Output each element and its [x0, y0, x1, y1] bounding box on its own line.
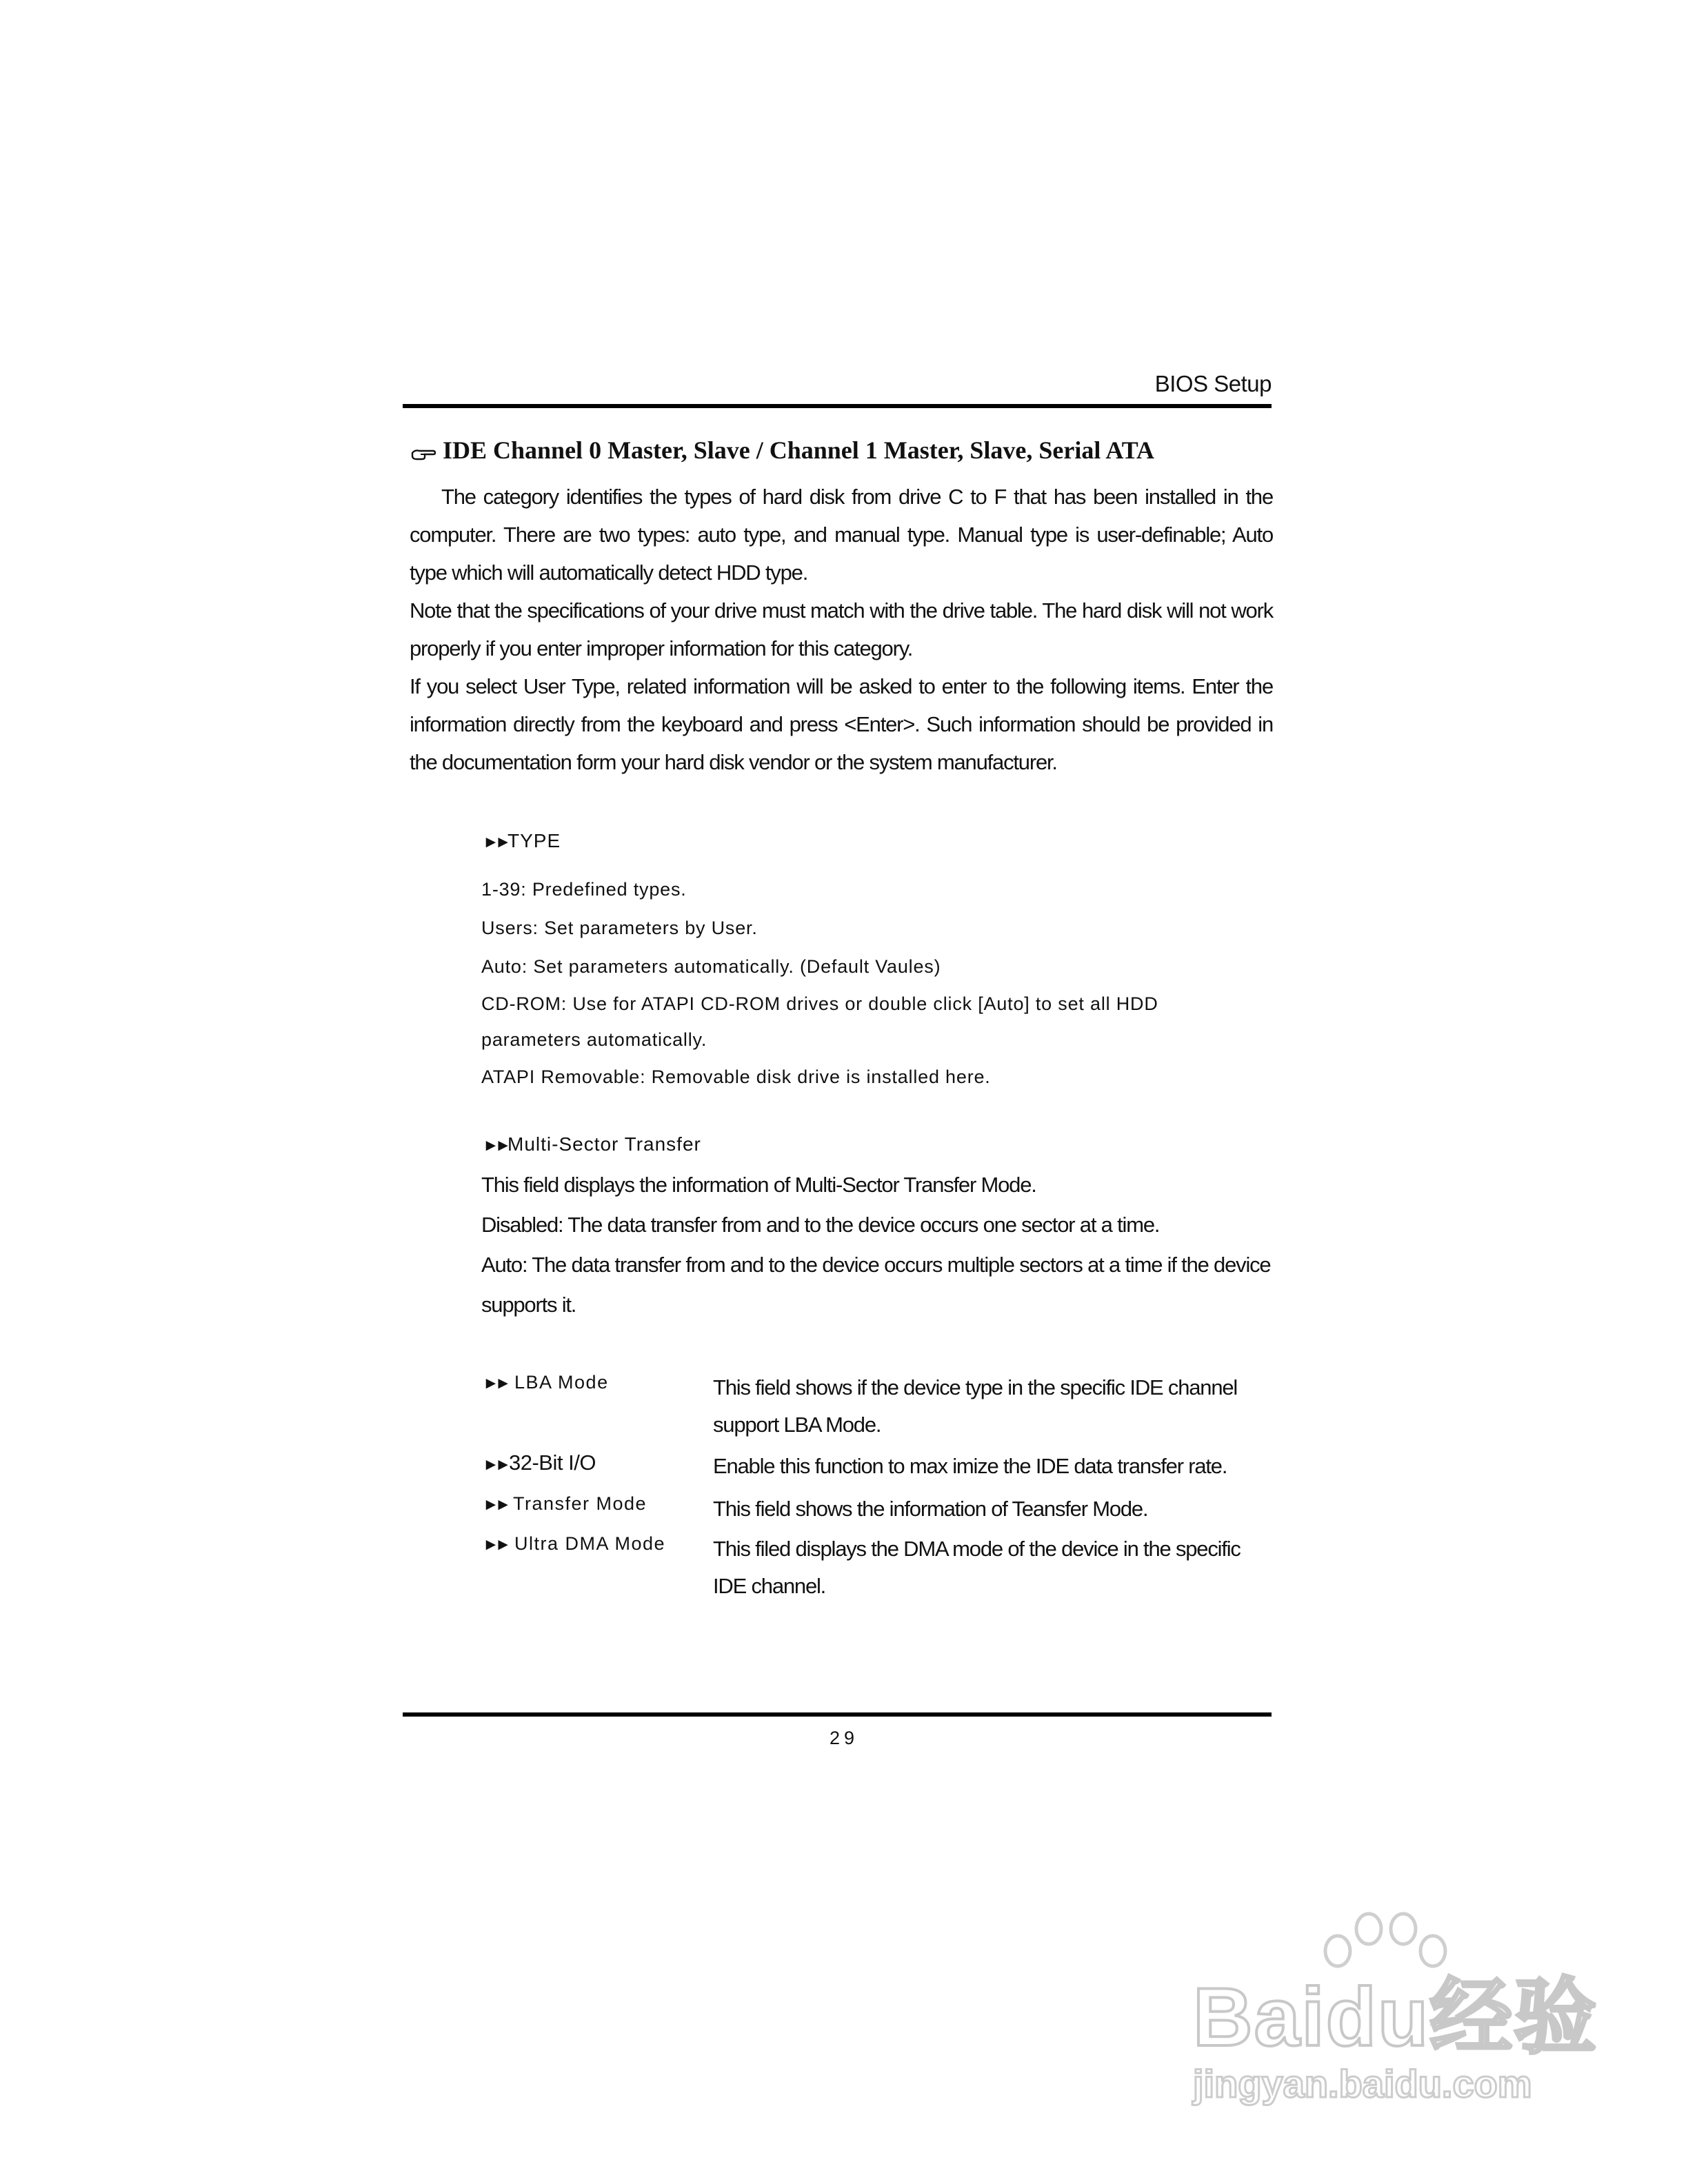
multi-sector-title-text: Multi-Sector Transfer: [508, 1133, 701, 1155]
watermark-url: jingyan.baidu.com: [1193, 2062, 1532, 2105]
watermark-brand: Baidu经验: [1193, 1971, 1598, 2063]
section-heading: [411, 436, 1154, 467]
field-name-text: LBA Mode: [514, 1372, 609, 1393]
list-item: Auto: Set parameters automatically. (Default Vaules): [481, 956, 941, 977]
list-item: ATAPI Removable: Removable disk drive is installed here.: [481, 1066, 991, 1087]
field-description: This field shows if the device type in the specific IDE channel support LBA Mode.: [713, 1375, 1238, 1437]
field-name-text: Transfer Mode: [513, 1493, 647, 1514]
field-name: [483, 1372, 609, 1393]
footer-rule: [403, 1712, 1272, 1717]
field-name-text: Ultra DMA Mode: [514, 1533, 666, 1554]
running-header: BIOS Setup: [1154, 371, 1272, 396]
section-heading-text: IDE Channel 0 Master, Slave / Channel 1 Master, Slave, Serial ATA: [443, 436, 1155, 464]
double-arrow-icon: ►►: [483, 833, 508, 851]
pointing-hand-icon: [411, 438, 439, 467]
description-line: This field displays the information of Multi-Sector Transfer Mode.: [481, 1173, 1036, 1197]
type-section-title: [483, 830, 561, 852]
double-arrow-icon: ►►: [483, 1455, 508, 1474]
multi-sector-title: [483, 1133, 701, 1155]
list-item: CD-ROM: Use for ATAPI CD-ROM drives or double click [Auto] to set all HDD parameters automatically.: [481, 993, 1158, 1050]
double-arrow-icon: ►►: [483, 1136, 508, 1155]
baidu-watermark: [1186, 1903, 1600, 2123]
field-description: Enable this function to max imize the IDE data transfer rate.: [713, 1454, 1227, 1478]
header-rule: [403, 404, 1272, 408]
field-description: This filed displays the DMA mode of the device in the specific IDE channel.: [713, 1537, 1240, 1598]
field-description: This field shows the information of Teansfer Mode.: [713, 1497, 1148, 1521]
type-title-text: TYPE: [508, 830, 561, 851]
intro-paragraph: If you select User Type, related information will be asked to enter to the following items. Enter the information directly from the keyboard and press <Enter>. Such information should be provided in the documentation form your hard disk vendor or the system manufacturer.: [410, 674, 1273, 774]
field-name-text: 32-Bit I/O: [509, 1450, 596, 1475]
field-name: [483, 1450, 596, 1475]
double-arrow-icon: ►►: [483, 1535, 508, 1554]
intro-paragraph: Note that the specifications of your drive must match with the drive table. The hard disk will not work properly if you enter improper information for this category.: [410, 598, 1273, 660]
description-line: Auto: The data transfer from and to the device occurs multiple sectors at a time if the device supports it.: [481, 1253, 1271, 1317]
page-number: 29: [829, 1728, 859, 1748]
intro-paragraph: The category identifies the types of hard disk from drive C to F that has been installed in the computer. There are two types: auto type, and manual type. Manual type is user-definable; Auto type which will automatically detect HDD type.: [410, 485, 1273, 585]
list-item: 1-39: Predefined types.: [481, 879, 687, 900]
field-name: [483, 1493, 647, 1515]
double-arrow-icon: ►►: [483, 1374, 508, 1393]
description-line: Disabled: The data transfer from and to the device occurs one sector at a time.: [481, 1213, 1160, 1237]
field-name: [483, 1533, 665, 1555]
double-arrow-icon: ►►: [483, 1495, 508, 1514]
intro-text: [410, 478, 1273, 781]
type-options-list: [481, 870, 1240, 1096]
multi-sector-description: [481, 1165, 1273, 1325]
list-item: Users: Set parameters by User.: [481, 918, 758, 938]
